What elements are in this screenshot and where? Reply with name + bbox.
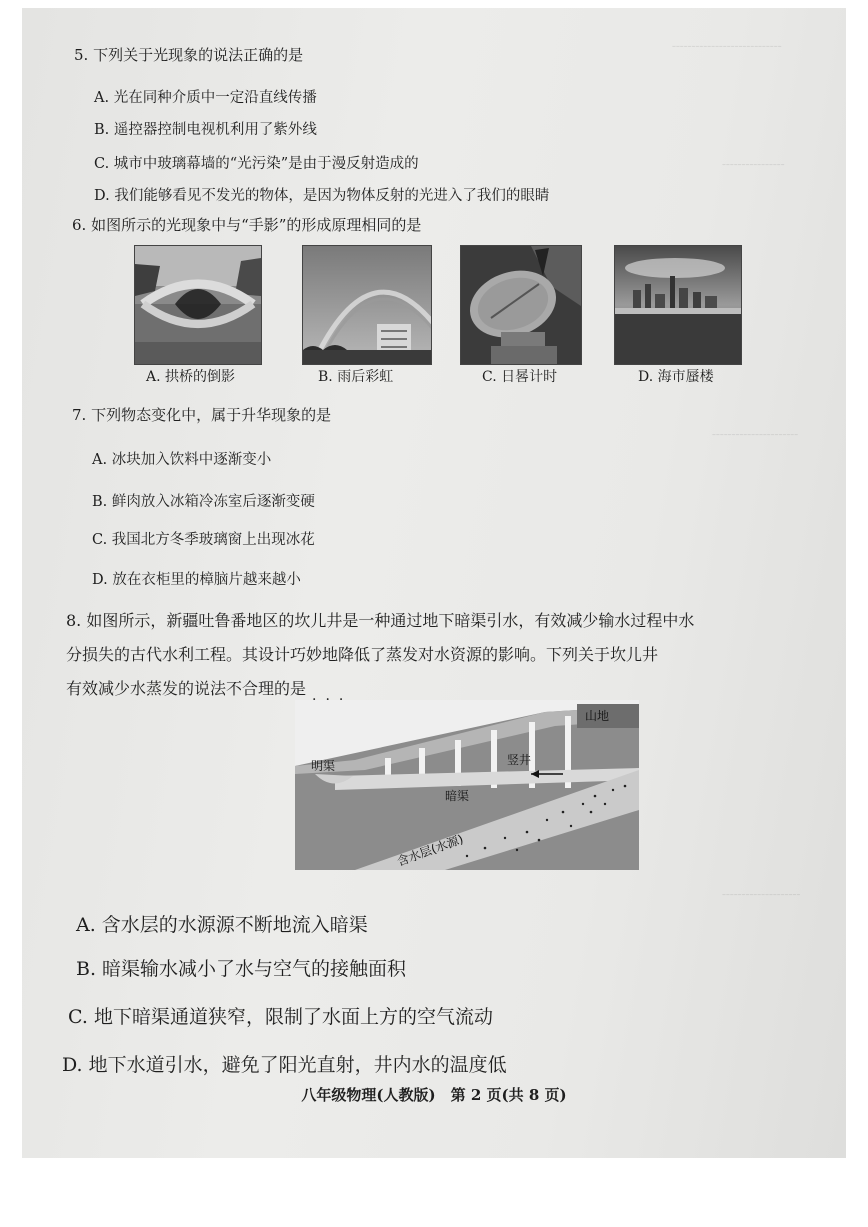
question-5-option-d: D. 我们能够看见不发光的物体，是因为物体反射的光进入了我们的眼睛 [94, 188, 550, 204]
question-5-stem: 5. 下列关于光现象的说法正确的是 [74, 46, 304, 64]
caption-a: A. 拱桥的倒影 [146, 369, 236, 385]
photo-sundial [460, 245, 582, 365]
label-aquifer: 含水层(水源) [395, 831, 466, 869]
bleed-through-text: ╌╌╌╌╌╌╌╌╌╌ [722, 888, 801, 903]
question-7-option-d: D. 放在衣柜里的樟脑片越来越小 [92, 572, 301, 588]
photo-rainbow-after-rain [302, 245, 432, 365]
question-5-option-c: C. 城市中玻璃幕墙的“光污染”是由于漫反射造成的 [94, 156, 419, 172]
photo-arch-bridge-reflection [134, 245, 262, 365]
caption-c: C. 日晷计时 [482, 369, 558, 385]
label-mountain: 山地 [585, 709, 610, 723]
question-8-option-b: B. 暗渠输水减小了水与空气的接触面积 [76, 958, 407, 980]
question-5-option-b: B. 遥控器控制电视机利用了紫外线 [94, 122, 317, 138]
question-8-stem-line-3: 有效减少水蒸发的说法不合理的是 [66, 679, 307, 698]
question-8-option-c: C. 地下暗渠通道狭窄，限制了水面上方的空气流动 [68, 1006, 493, 1028]
label-shaft: 竖井 [507, 753, 532, 767]
question-7-option-a: A. 冰块加入饮料中逐渐变小 [92, 452, 272, 468]
label-open-channel: 明渠 [311, 759, 336, 773]
bleed-through-text: ╌╌╌╌╌╌╌╌╌╌╌ [712, 428, 799, 443]
question-5-option-a: A. 光在同种介质中一定沿直线传播 [94, 90, 317, 106]
question-8-option-a: A. 含水层的水源源不断地流入暗渠 [76, 914, 368, 936]
karez-diagram [295, 700, 639, 870]
question-8-option-d: D. 地下水道引水，避免了阳光直射，井内水的温度低 [62, 1054, 507, 1076]
question-7-option-c: C. 我国北方冬季玻璃窗上出现冰花 [92, 532, 315, 548]
bleed-through-text: ╌╌╌╌╌╌╌╌╌╌╌╌╌╌ [672, 38, 782, 53]
caption-d: D. 海市蜃楼 [638, 369, 714, 385]
bleed-through-text: ╌╌╌╌╌╌╌╌ [722, 158, 785, 173]
question-6-stem: 6. 如图所示的光现象中与“手影”的形成原理相同的是 [72, 216, 422, 234]
exam-page [22, 8, 846, 1158]
question-8-stem-line-1: 8. 如图所示，新疆吐鲁番地区的坎儿井是一种通过地下暗渠引水，有效减少输水过程中水 [66, 611, 695, 630]
question-8-stem-line-2: 分损失的古代水利工程。其设计巧妙地降低了蒸发对水资源的影响。下列关于坎儿井 [66, 645, 659, 664]
caption-b: B. 雨后彩虹 [318, 369, 394, 385]
question-7-option-b: B. 鲜肉放入冰箱冷冻室后逐渐变硬 [92, 494, 315, 510]
page-footer: 八年级物理(人教版) 第 2 页(共 8 页) [301, 1086, 567, 1104]
label-underground-channel: 暗渠 [445, 789, 470, 803]
question-7-stem: 7. 下列物态变化中，属于升华现象的是 [72, 406, 332, 424]
photo-mirage [614, 245, 742, 365]
